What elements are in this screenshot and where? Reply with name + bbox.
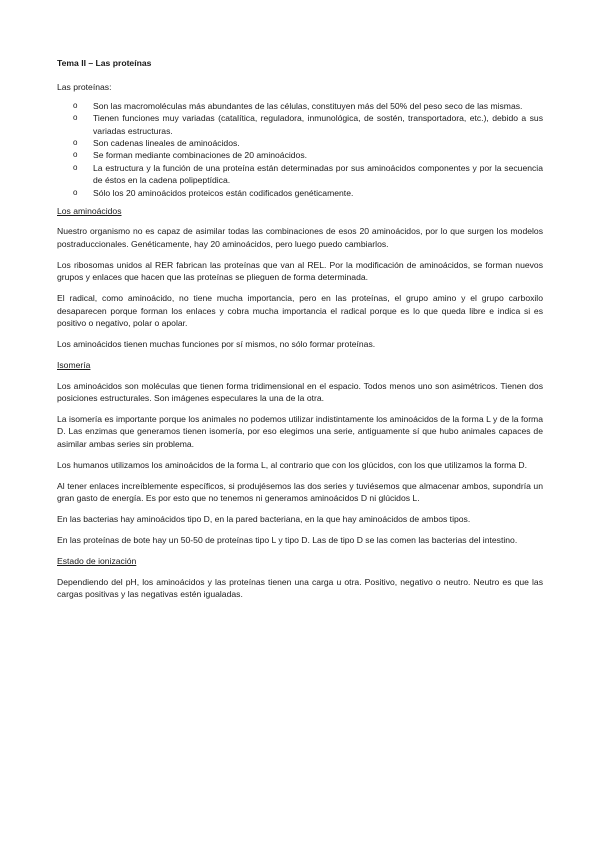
paragraph: En las proteínas de bote hay un 50-50 de proteínas tipo L y tipo D. Las de tipo D se las comen las bacterias del intestino. xyxy=(57,535,518,546)
bullet-marker: o xyxy=(73,162,78,172)
paragraph: La isomería es importante porque los animales no podemos utilizar indistintamente los aminoácidos de la forma L y de la forma D. Las enzimas que generamos tienen isomería, por eso elegimos una serie, antiguamente sí que hubo animales capaces de asimilar ambas series sin problema. xyxy=(57,413,543,449)
list-item-text: La estructura y la función de una proteína están determinadas por sus aminoácidos componentes y por la secuencia de éstos en la cadena polipeptídica. xyxy=(93,162,543,186)
bullet-marker: o xyxy=(73,150,78,160)
list-item xyxy=(57,162,543,187)
section-aminoacidos xyxy=(57,205,543,350)
list-item xyxy=(57,149,543,161)
list-item-text: Son cadenas lineales de aminoácidos. xyxy=(93,138,240,149)
paragraph: Al tener enlaces increíblemente específicos, si produjésemos las dos series y tuviésemos que almacenar ambos, supondría un gran gasto de energía. Es por esto que no tenemos ni generamos aminoácidos D ni glúcidos L. xyxy=(57,480,543,504)
paragraph: Nuestro organismo no es capaz de asimilar todas las combinaciones de esos 20 aminoácidos, por lo que surgen los modelos postraduccionales. Genéticamente, hay 20 aminoácidos, pero luego puedo cambiarlos. xyxy=(57,226,543,249)
list-item-text: Sólo los 20 aminoácidos proteicos están codificados genéticamente. xyxy=(93,187,354,198)
paragraph: Los aminoácidos tienen muchas funciones por sí mismos, no sólo formar proteínas. xyxy=(57,339,376,350)
paragraph: Los humanos utilizamos los aminoácidos de la forma L, al contrario que con los glúcidos, con los que utilizamos la forma D. xyxy=(57,459,528,470)
bullet-marker: o xyxy=(73,138,78,148)
list-item xyxy=(57,137,543,149)
section-isomeria xyxy=(57,359,543,546)
bullet-marker: o xyxy=(73,100,78,110)
list-item xyxy=(57,100,543,112)
paragraph: Los aminoácidos son moléculas que tienen forma tridimensional en el espacio. Todos menos uno son asimétricos. Tienen dos posiciones estructurales. Son imágenes especulares la una de la otra. xyxy=(57,380,543,403)
properties-list xyxy=(57,100,543,199)
list-item-text: Se forman mediante combinaciones de 20 aminoácidos. xyxy=(93,150,308,161)
section-heading: Los aminoácidos xyxy=(57,206,122,217)
section-heading: Isomería xyxy=(57,360,91,371)
bullet-marker: o xyxy=(73,187,78,197)
paragraph: Los ribosomas unidos al RER fabrican las proteínas que van al REL. Por la modificación de aminoácidos, se forman nuevos grupos y enlaces que hacen que las proteínas se plieguen de forma determinada. xyxy=(57,259,543,283)
paragraph: En las bacterias hay aminoácidos tipo D, en la pared bacteriana, en la que hay aminoácidos de ambos tipos. xyxy=(57,514,471,525)
paragraph: El radical, como aminoácido, no tiene mucha importancia, pero en las proteínas, el grupo amino y el grupo carboxilo desaparecen porque forman los enlaces y cobra mucha importancia el radical porque es lo que queda libre e indica si es positivo o negativo, polar o apolar. xyxy=(57,293,543,329)
list-item-text: Tienen funciones muy variadas (catalítica, reguladora, inmunológica, de sostén, transportadora, etc.), debido a sus variadas estructuras. xyxy=(93,113,543,136)
paragraph: Dependiendo del pH, los aminoácidos y las proteínas tienen una carga u otra. Positivo, negativo o neutro. Neutro es que las cargas positivas y las negativas estén igualadas. xyxy=(57,576,543,599)
document-body xyxy=(57,57,543,609)
section-heading: Estado de ionización xyxy=(57,556,137,567)
section-estado-ionizacion xyxy=(57,555,543,600)
bullet-marker: o xyxy=(73,113,78,123)
list-item xyxy=(57,187,543,199)
intro-text: Las proteínas: xyxy=(57,82,112,93)
list-item-text: Son las macromoléculas más abundantes de las células, constituyen más del 50% del peso seco de las mismas. xyxy=(93,100,523,111)
document-title: Tema II – Las proteínas xyxy=(57,58,152,68)
list-item xyxy=(57,112,543,137)
